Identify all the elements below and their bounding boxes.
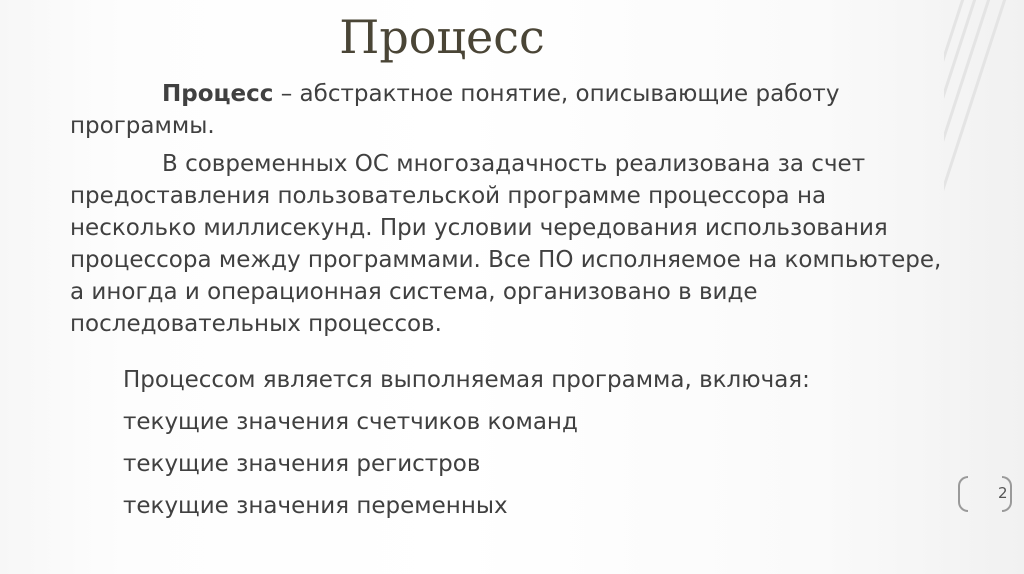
process-components-list — [123, 364, 943, 532]
paragraph-definition — [70, 78, 950, 142]
paragraph-multitasking: В современных ОС многозадачность реализована за счет предоставления пользовательской программе процессора на несколько миллисекунд. При условии чередования использования процессора между программами. Все ПО исполняемое на компьютере, а иногда и операционная система, организовано в виде последовательных процессов. — [70, 151, 942, 337]
page-number: 2 — [998, 484, 1008, 502]
list-item: Процессом является выполняемая программа, включая: — [123, 367, 810, 393]
list-item: текущие значения регистров — [123, 451, 481, 477]
list-item: текущие значения переменных — [123, 493, 508, 519]
slide-body — [70, 78, 950, 340]
definition-term: Процесс — [162, 81, 274, 107]
page-number-badge — [958, 476, 1018, 510]
definition-text: – абстрактное понятие, описывающие работу программы. — [70, 81, 840, 139]
list-item: текущие значения счетчиков команд — [123, 409, 578, 435]
slide-title: Процесс — [339, 10, 545, 64]
left-bracket-icon — [958, 476, 968, 512]
